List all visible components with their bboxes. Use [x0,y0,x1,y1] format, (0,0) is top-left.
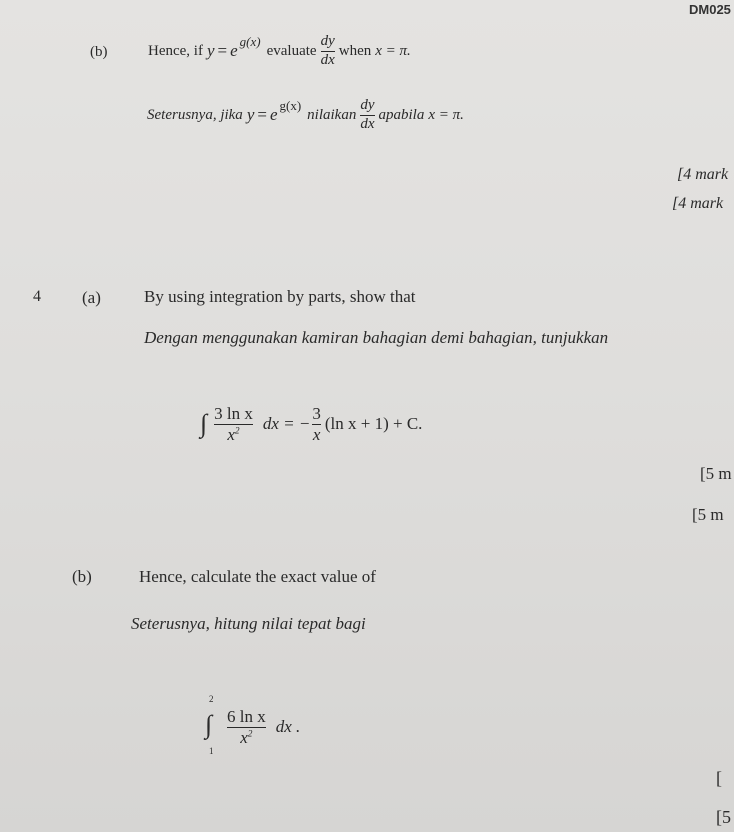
q3b-ms-frac-num: dy [360,97,375,113]
q3b-dydx-fraction [321,34,335,69]
q4b-marks-bracket: [ [716,768,722,788]
q4a-marks-english: [5 m [700,464,732,483]
q3b-condition: x = π. [375,42,411,59]
q4a-result-num: 3 [312,404,321,423]
q4a-malay: Dengan menggunakan kamiran bahagian demi bahagian, tunjukkan [144,328,609,347]
q4b-integrand-num: 6 ln x [227,706,266,726]
q4b-integral-sign: ∫ [205,710,213,739]
q4b-integrand-fraction [227,708,266,747]
paper-code: DM025 [689,2,731,17]
q3b-ms-fn-eq: = [257,105,267,125]
q4b-dx: dx . [275,717,301,736]
q4b-malay: Seterusnya, hitung nilai tepat bagi [131,614,366,633]
q3b-marks-english: [4 mark [677,166,729,183]
q3b-label: (b) [90,44,108,60]
q3b-ms-fn-exp: g(x) [279,98,302,114]
q3b-fn-eq: = [217,41,228,61]
q4a-integrand-den: $x^2$ [227,424,240,444]
q4a-english: By using integration by parts, show that [144,287,416,306]
q4b-lower-limit: 1 [209,746,214,756]
q4b-integral-with-limits [205,694,219,756]
q3b-text-mid: evaluate [266,42,317,59]
q3b-malay-line [147,98,464,133]
q3b-ms-condition: x = π. [428,106,464,123]
q4b-english: Hence, calculate the exact value of [139,567,376,586]
q3b-ms-dydx-fraction [360,98,374,133]
q3b-fn-e: e [230,41,238,61]
q4a-result-fraction [312,405,321,444]
q4a-tail: (ln x + 1) + C. [324,414,423,434]
q3b-marks-malay: [4 mark [672,195,724,212]
q3b-frac-num: dy [320,33,335,49]
q4a-integrand-num: 3 ln x [214,404,253,423]
q3b-text-post: when [338,42,372,59]
q4a-marks-malay: [5 m [692,505,724,524]
q3b-text-pre: Hence, if [148,42,203,59]
q4a-dx-equals: dx = − [262,414,311,434]
q3b-ms-pre: Seterusnya, jika [147,106,243,123]
q4a-label: (a) [82,288,101,307]
q3b-ms-fn-e: e [269,105,278,125]
q4b-upper-limit: 2 [209,694,214,704]
q4b-integrand-den: $x^2$ [240,727,253,747]
q4b-equation [205,694,301,756]
q4a-result-den: x [312,424,321,444]
q3b-fn-y: y [206,41,215,61]
q3b-ms-fn-y: y [246,105,255,125]
q3b-english-line [148,34,411,69]
q4a-equation [200,405,422,444]
q4-number: 4 [33,288,41,305]
q4b-label: (b) [72,567,92,586]
q4a-integral-sign: ∫ [200,409,208,439]
q3b-fn-exp: g(x) [239,34,261,50]
q4b-marks-value: [5 [716,807,731,827]
q3b-ms-frac-den: dx [360,115,375,132]
q3b-ms-mid: nilaikan [307,106,357,123]
q3b-ms-post: apabila [378,106,425,123]
q3b-frac-den: dx [320,51,335,68]
q4a-integrand-fraction [214,405,253,444]
